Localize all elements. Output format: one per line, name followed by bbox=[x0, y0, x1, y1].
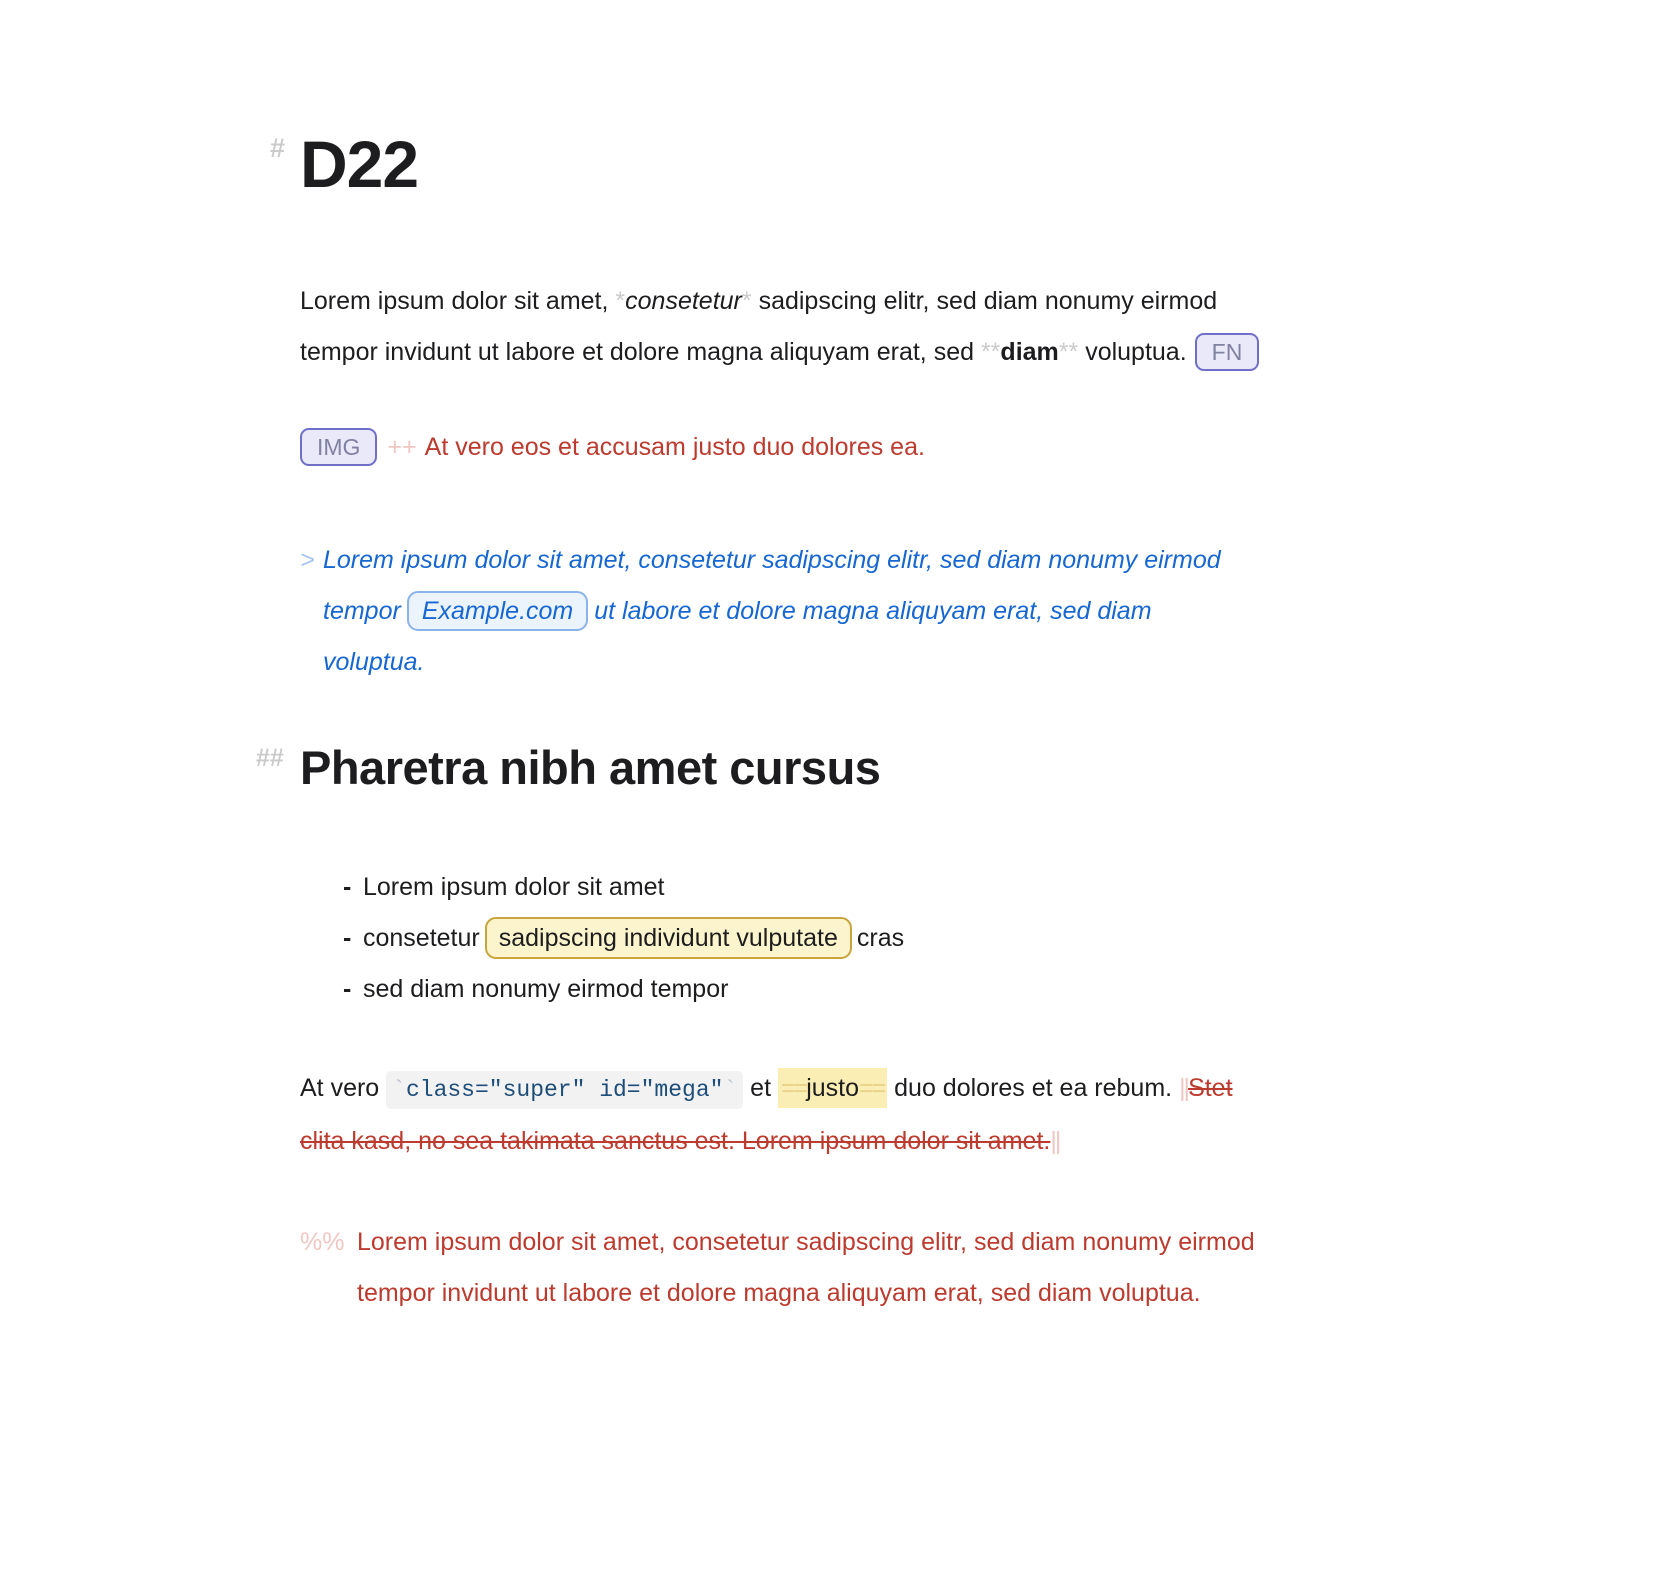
italic-text: consetetur bbox=[625, 287, 742, 315]
bold-close-marker: ** bbox=[1058, 338, 1079, 366]
italic-close-marker: * bbox=[741, 287, 752, 315]
italic-open-marker: * bbox=[615, 287, 626, 315]
page-title: D22 bbox=[300, 127, 419, 201]
list-item-text bbox=[363, 913, 904, 964]
bullet-list bbox=[300, 862, 1275, 1015]
inline-code-text: class="super" id="mega" bbox=[405, 1077, 724, 1103]
strike-open-marker: || bbox=[1179, 1074, 1189, 1102]
code-highlight-paragraph bbox=[300, 1063, 1275, 1167]
heading-2 bbox=[256, 736, 1275, 800]
comment-block bbox=[300, 1217, 1275, 1319]
list-bullet-marker: - bbox=[343, 975, 352, 1003]
image-badge[interactable]: IMG bbox=[300, 428, 377, 466]
text-run: At vero bbox=[300, 1074, 387, 1102]
list-item-text: Lorem ipsum dolor sit amet bbox=[363, 873, 665, 901]
inserted-text: At vero eos et accusam justo duo dolores ea. bbox=[424, 433, 925, 461]
example-link-chip[interactable]: Example.com bbox=[407, 591, 588, 631]
text-run: sadipscing elitr, sed diam nonumy eirmod tempor invidunt ut labore et dolore magna aliquyam erat, sed bbox=[300, 287, 1218, 366]
text-run: et bbox=[743, 1074, 778, 1102]
list-item-text: sed diam nonumy eirmod tempor bbox=[363, 975, 729, 1003]
comment-syntax-marker: %% bbox=[300, 1228, 345, 1256]
text-run: ut labore et dolore magna aliquyam erat, sed diam voluptua. bbox=[323, 597, 1152, 676]
blockquote bbox=[300, 535, 1275, 688]
image-insert-line bbox=[300, 422, 1275, 473]
section-title: Pharetra nibh amet cursus bbox=[300, 741, 881, 794]
text-run: duo dolores et ea rebum. bbox=[887, 1074, 1180, 1102]
soft-highlight-chip bbox=[778, 1068, 887, 1108]
list-item bbox=[343, 913, 1275, 964]
highlight-open-marker: == bbox=[780, 1074, 807, 1102]
text-run: cras bbox=[856, 924, 905, 952]
inline-code-chip bbox=[386, 1071, 743, 1109]
insert-syntax-marker: ++ bbox=[387, 433, 417, 461]
backtick-open-marker: ` bbox=[392, 1077, 406, 1103]
markdown-editor[interactable] bbox=[256, 0, 1275, 1319]
highlighted-text: justo bbox=[806, 1074, 859, 1102]
blockquote-text bbox=[323, 535, 1253, 688]
list-item bbox=[343, 964, 1275, 1015]
list-bullet-marker: - bbox=[343, 873, 352, 901]
text-run: Lorem ipsum dolor sit amet, consetetur sadipscing elitr, sed diam nonumy eirmod tempor bbox=[323, 546, 1221, 625]
list-bullet-marker: - bbox=[343, 924, 352, 952]
highlight-chip: sadipscing individunt vulputate bbox=[485, 917, 852, 959]
comment-text: Lorem ipsum dolor sit amet, consetetur sadipscing elitr, sed diam nonumy eirmod tempor invidunt ut labore et dolore magna aliquyam erat, sed diam voluptua. bbox=[357, 1228, 1255, 1307]
strikethrough-text: Stet clita kasd, no sea takimata sanctus est. Lorem ipsum dolor sit amet. bbox=[300, 1074, 1233, 1155]
h2-syntax-marker: ## bbox=[256, 744, 284, 772]
highlight-close-marker: == bbox=[859, 1074, 885, 1102]
h1-syntax-marker: # bbox=[270, 133, 286, 163]
blockquote-syntax-marker: > bbox=[300, 546, 315, 574]
heading-1 bbox=[270, 122, 1275, 206]
strike-close-marker: || bbox=[1050, 1127, 1060, 1155]
list-item bbox=[343, 862, 1275, 913]
text-run: Lorem ipsum dolor sit amet, bbox=[300, 287, 616, 315]
bold-open-marker: ** bbox=[980, 338, 1001, 366]
bold-text: diam bbox=[1000, 338, 1059, 366]
footnote-badge[interactable]: FN bbox=[1195, 333, 1260, 371]
text-run: voluptua. bbox=[1078, 338, 1187, 366]
text-run: consetetur bbox=[363, 924, 480, 952]
intro-paragraph bbox=[300, 276, 1275, 378]
backtick-close-marker: ` bbox=[723, 1077, 738, 1103]
